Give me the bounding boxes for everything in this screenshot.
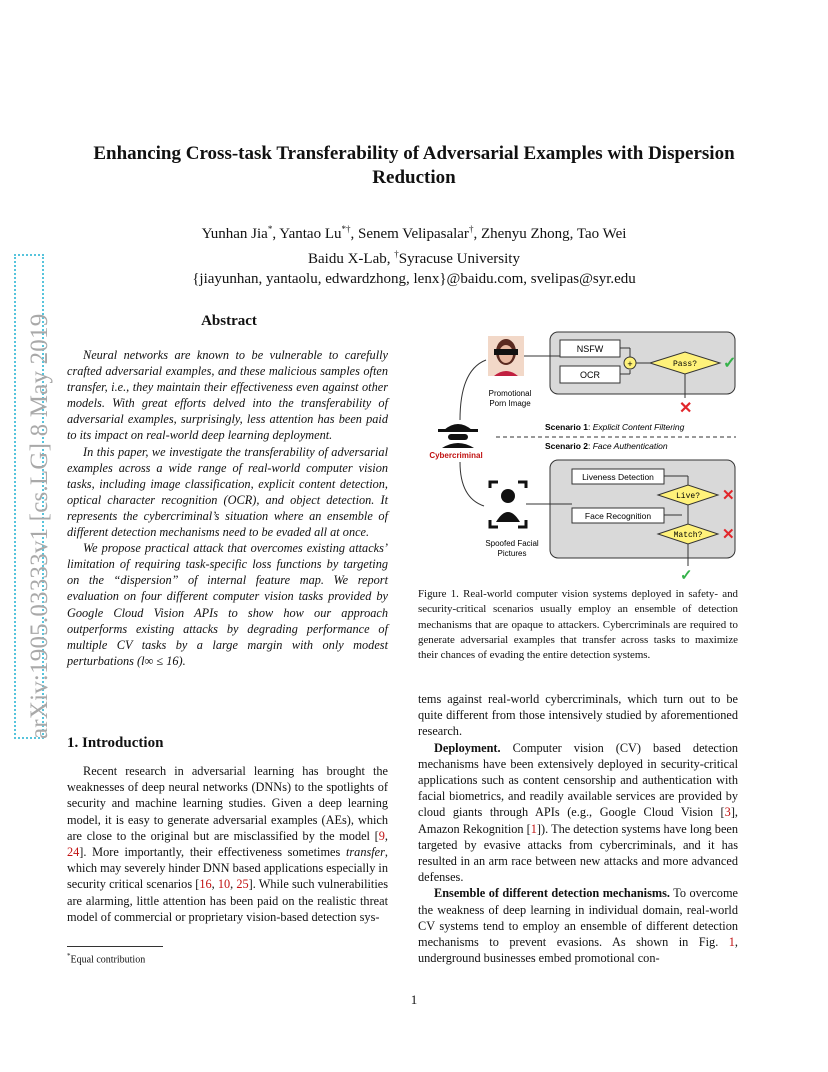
promo-caption-1: Promotional [488, 389, 532, 398]
check-icon: ✓ [680, 567, 693, 582]
footnote-rule [67, 946, 163, 947]
live-label: Live? [675, 492, 701, 501]
footnote [67, 952, 145, 965]
ocr-label: OCR [580, 370, 600, 380]
cybercriminal-label: Cybercriminal [429, 451, 483, 460]
introduction-body [67, 763, 388, 925]
title-line-2: Reduction [372, 167, 456, 188]
scenario-1-name: Explicit Content Filtering [592, 422, 685, 432]
abstract-body [67, 347, 388, 669]
check-icon: ✓ [723, 355, 737, 372]
text-run: , [384, 828, 388, 843]
text-run: Recent research in adversarial learning has brought the weaknesses of deep neural networks (DNNs) to the spotlights of security and machine learning studies. Given a deep learning model, it is easy to generate adversarial examples (AEs), which are close to the original but are misclassified by the model [ [67, 764, 388, 843]
footnote-text: Equal contribution [70, 954, 146, 966]
censor-bar [494, 349, 518, 355]
nsfw-label: NSFW [576, 344, 604, 354]
emphasis: transfer [345, 845, 385, 860]
spy-glasses-icon [448, 434, 468, 440]
scenario-2-name: Face Authentication [592, 441, 668, 451]
author-name: , Senem Velipasalar [350, 226, 469, 242]
figure-link[interactable]: 1 [728, 935, 735, 950]
footnote-mark: * [67, 952, 71, 960]
scenario-2-label [545, 441, 668, 451]
intro-paragraph [67, 763, 388, 925]
promo-caption-2: Porn Image [489, 399, 531, 408]
pass-label: Pass? [672, 360, 698, 369]
spy-body-icon [442, 443, 474, 448]
title-line-1: Enhancing Cross-task Transferability of Adversarial Examples with Dispersion [93, 143, 735, 164]
figure-1-caption: Figure 1. Real-world computer vision systems deployed in safety- and security-critical scenarios usually employ an ensemble of detection mechanisms that are opaque to attackers. Cybercriminals are required to generate adversarial examples that transfer across tasks to maximize their chances of evading the entire detection systems. [418, 588, 738, 662]
affil-mark: † [394, 249, 399, 259]
author-name: Yunhan Jia [201, 226, 268, 242]
abstract-paragraph: We propose practical attack that overcomes existing attacks’ limitation of requiring task-specific loss functions by targeting on the “dispersion” of internal feature map. We report evaluation on four different computer vision tasks provided by Google Cloud Vision APIs to show how our approach outperforms existing attacks by degrading performance of multiple CV tasks by a large margin with only modest perturbations (l∞ ≤ 16). [67, 541, 388, 668]
scenario-2-prefix: Scenario 2 [545, 441, 588, 451]
text-run: ], Amazon Rekognition [ [418, 805, 738, 836]
citation-link[interactable]: 24 [67, 845, 80, 860]
scenario-1-label [545, 422, 685, 432]
text-run: Computer vision (CV) based detection mechanisms have been extensively deployed in security-critical applications such as content censorship and authentication with facial biometrics, and readily available services are provided by cloud giants through APIs (e.g., Google Cloud Vision [ [418, 740, 738, 820]
affiliation: Syracuse University [398, 251, 520, 267]
author-emails: {jiayunhan, yantaolu, edwardzhong, lenx}@baidu.com, svelipas@syr.edu [192, 271, 636, 287]
author-name: , Yantao Lu [272, 226, 342, 242]
text-run: ]. While such vulnerabilities are alarming, little attention has been paid on the realistic threat model of commercial or proprietary vision-based detection sys- [67, 877, 388, 924]
scenario-1-colon: : [588, 422, 593, 432]
text-run: ]). The detection systems have long been targeted by evasive attacks from cybercriminals, and it has resulted in an arm race between new attacks and more advanced defenses. [418, 821, 739, 885]
affiliations [60, 244, 768, 269]
abstract-paragraph: Neural networks are known to be vulnerable to carefully crafted adversarial examples, and these malicious samples often transfer, i.e., they maintain their effectiveness even against other models. With great efforts delved into the transferability of adversarial examples, surprisingly, less attention has been paid to its impact on real-world deep learning deployment. [67, 348, 388, 443]
plus-label: + [627, 359, 633, 369]
paragraph-heading: Ensemble of different detection mechanisms. [434, 886, 670, 901]
ensemble-paragraph [418, 885, 738, 966]
affil-mark: † [468, 224, 474, 234]
author-block [60, 219, 768, 289]
citation-link[interactable]: 3 [724, 805, 731, 820]
scenario-1-prefix: Scenario 1 [545, 422, 588, 432]
citation-link[interactable]: 16 [199, 877, 212, 892]
arrow-to-promo [460, 360, 486, 420]
paragraph-heading: Deployment. [434, 740, 501, 755]
deployment-paragraph [418, 740, 738, 886]
paper-title [60, 142, 768, 190]
text-run: To overcome the weakness of deep learning in individual domain, real-world CV systems tend to employ an ensemble of different detection mechanisms to prevent evasions. As shown in Fig. [418, 886, 738, 950]
abstract-paragraph: In this paper, we investigate the transferability of adversarial examples across a wide range of real-world computer vision tasks, including image classification, explicit content detection, optical character recognition (OCR), and object detection. It represents the cybercriminal’s situation where an ensemble of different detection mechanisms need to be evaded all at once. [67, 444, 388, 540]
arxiv-side-stamp [6, 254, 53, 739]
citation-link[interactable]: 10 [217, 877, 231, 892]
figure-1-diagram [420, 330, 740, 582]
body-paragraph: tems against real-world cybercriminals, which turn out to be quite different from those intensively studied by aforementioned research. [418, 692, 738, 739]
text-run: , which may severely hinder DNN based applications especially in security critical scenarios [ [67, 845, 388, 892]
citation-link[interactable]: 9 [378, 828, 385, 843]
text-run: , [230, 877, 237, 892]
text-run: , [211, 877, 218, 892]
liveness-label: Liveness Detection [582, 472, 654, 482]
author-names [60, 219, 768, 244]
arxiv-identifier: arXiv:1905.03333v1 [cs.LG] 8 May 2019 [26, 313, 53, 739]
citation-link[interactable]: 1 [530, 821, 537, 836]
affil-mark: * [267, 224, 273, 234]
affiliation: Baidu X-Lab, [308, 251, 395, 267]
face-recognition-label: Face Recognition [584, 511, 652, 521]
cross-icon: ✕ [722, 487, 735, 504]
citation-link[interactable]: 25 [236, 877, 249, 892]
arrow-to-spoof [460, 462, 484, 506]
page-number: 1 [410, 992, 418, 1007]
spoof-caption-2: Pictures [497, 549, 527, 558]
abstract-heading: Abstract [201, 313, 257, 329]
cross-icon: ✕ [679, 400, 693, 417]
author-name: , Zhenyu Zhong, Tao Wei [473, 226, 627, 242]
cross-icon: ✕ [722, 526, 735, 543]
face-scan-icon [490, 482, 526, 527]
text-run: , underground businesses embed promotional con- [418, 935, 738, 966]
affil-mark: *† [341, 224, 351, 234]
right-column-body [418, 691, 738, 966]
text-run: ]. More importantly, their effectiveness sometimes [79, 845, 346, 860]
hat-brim [438, 429, 478, 432]
spoof-caption-1: Spoofed Facial [485, 539, 539, 548]
section-heading-introduction: 1. Introduction [67, 735, 164, 751]
scenario-2-colon: : [588, 441, 593, 451]
match-label: Match? [673, 531, 703, 540]
